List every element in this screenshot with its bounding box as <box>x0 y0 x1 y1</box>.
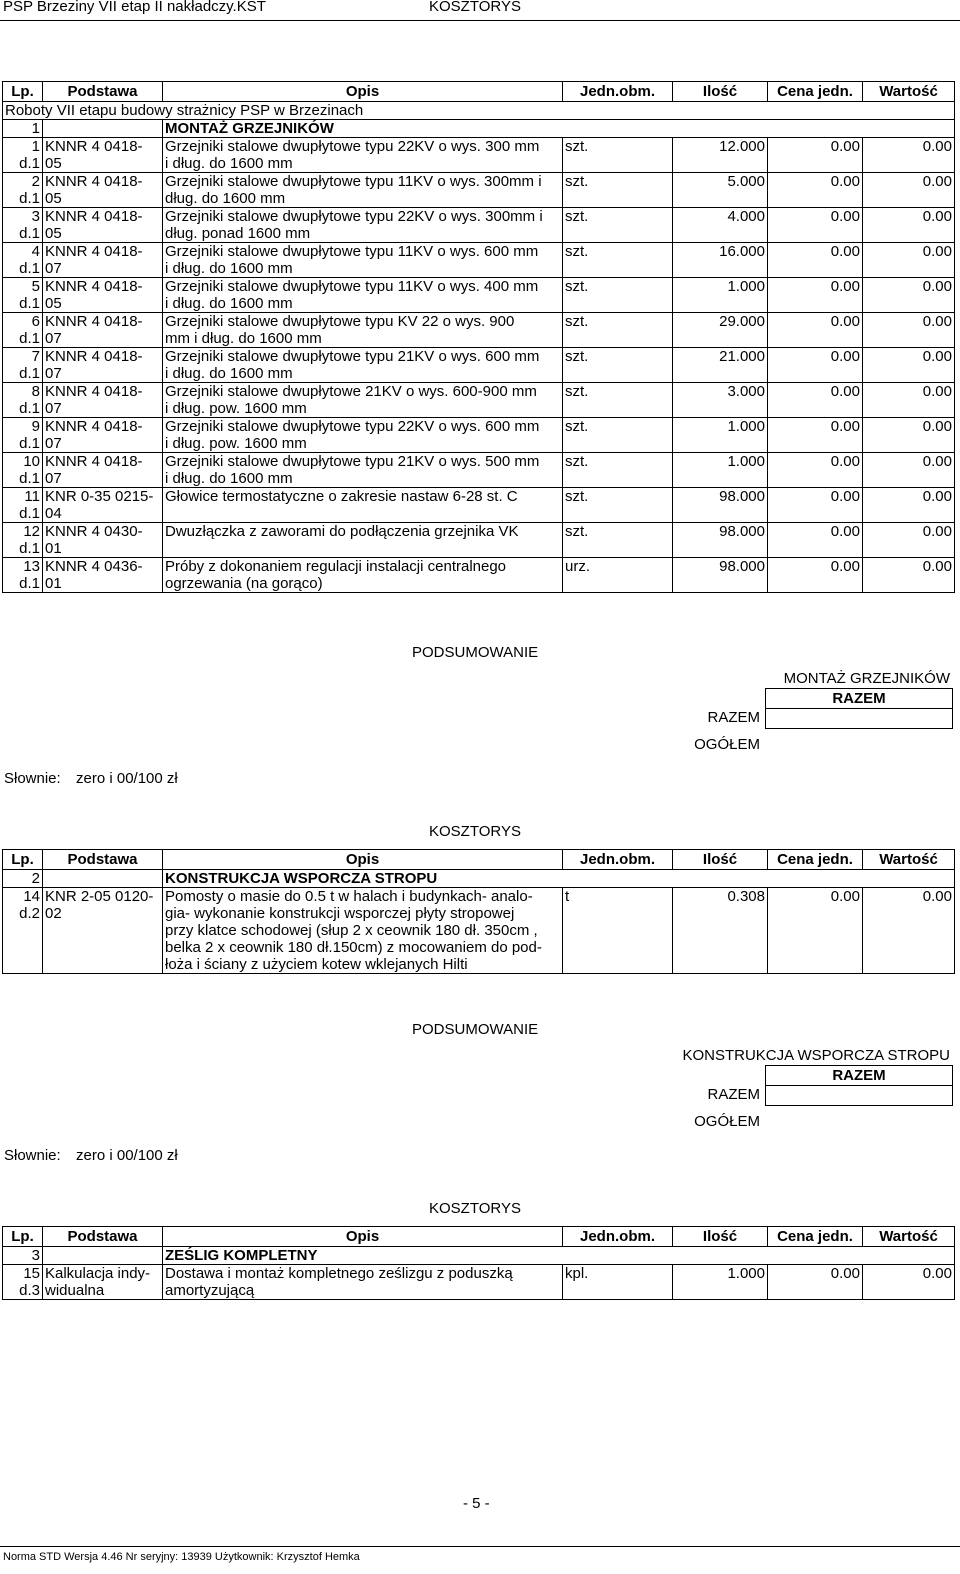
project-line: Roboty VII etapu budowy strażnicy PSP w Brzezinach <box>3 102 955 120</box>
table-row <box>3 558 955 593</box>
summary-block-title: MONTAŻ GRZEJNIKÓW <box>783 670 950 687</box>
row-unit-price: 0.00 <box>768 173 863 208</box>
row-unit-price: 0.00 <box>768 208 863 243</box>
section-2-rows <box>3 888 955 974</box>
row-number: 6 <box>31 313 40 330</box>
basis-line: KNNR 4 0418- <box>45 243 143 260</box>
cost-table-section-3 <box>2 1226 955 1300</box>
row-value: 0.00 <box>863 348 955 383</box>
row-value: 0.00 <box>863 208 955 243</box>
table-row <box>3 173 955 208</box>
section-title-row <box>3 120 955 138</box>
row-quantity: 98.000 <box>673 488 768 523</box>
basis-line: KNNR 4 0418- <box>45 138 143 155</box>
row-basis <box>43 558 163 593</box>
row-value: 0.00 <box>863 383 955 418</box>
row-quantity: 5.000 <box>673 173 768 208</box>
row-basis <box>43 888 163 974</box>
description-line: i dług. pow. 1600 mm <box>165 400 307 417</box>
description-line: Grzejniki stalowe dwupłytowe typu 11KV o wys. 600 mm <box>165 243 539 260</box>
description-line: Grzejniki stalowe dwupłytowe typu 21KV o wys. 500 mm <box>165 453 540 470</box>
basis-line: 05 <box>45 190 62 207</box>
summary-col-label: RAZEM <box>766 689 953 709</box>
row-number: 3 <box>31 208 40 225</box>
row-number: 12 <box>23 523 40 540</box>
row-d-ref: d.1 <box>19 540 40 557</box>
table-row <box>3 138 955 173</box>
row-lp <box>3 383 43 418</box>
table-row <box>3 453 955 488</box>
basis-line: 01 <box>45 540 62 557</box>
row-unit: szt. <box>563 418 673 453</box>
row-basis <box>43 138 163 173</box>
col-basis: Podstawa <box>43 1227 163 1247</box>
table-row <box>3 488 955 523</box>
summary-razem-label-2: RAZEM <box>707 1086 760 1103</box>
row-value: 0.00 <box>863 418 955 453</box>
section-3-rows <box>3 1265 955 1300</box>
row-unit: szt. <box>563 488 673 523</box>
description-line: Grzejniki stalowe dwupłytowe typu 22KV o wys. 300mm i <box>165 208 543 225</box>
project-row <box>3 102 955 120</box>
col-unit: Jedn.obm. <box>563 82 673 102</box>
summary-table <box>765 688 953 729</box>
column-header-row <box>3 850 955 870</box>
row-unit-price: 0.00 <box>768 243 863 278</box>
row-unit: szt. <box>563 523 673 558</box>
row-unit-price: 0.00 <box>768 523 863 558</box>
row-lp <box>3 208 43 243</box>
column-header-row <box>3 82 955 102</box>
row-number: 14 <box>23 888 40 905</box>
table-row <box>3 243 955 278</box>
basis-line: KNR 2-05 0120- <box>45 888 154 905</box>
summary-block-title-2: KONSTRUKCJA WSPORCZA STROPU <box>682 1047 950 1064</box>
words-label: Słownie: <box>4 770 61 787</box>
row-quantity: 1.000 <box>673 278 768 313</box>
row-description <box>163 173 563 208</box>
row-quantity: 1.000 <box>673 453 768 488</box>
description-line: belka 2 x ceownik 180 dł.150cm) z mocowaniem do pod- <box>165 939 542 956</box>
basis-line: Kalkulacja indy- <box>45 1265 151 1282</box>
row-d-ref: d.1 <box>19 435 40 452</box>
basis-line: 07 <box>45 435 62 452</box>
row-number: 2 <box>31 173 40 190</box>
row-d-ref: d.1 <box>19 470 40 487</box>
row-quantity: 98.000 <box>673 558 768 593</box>
basis-line: KNNR 4 0418- <box>45 383 143 400</box>
row-unit-price: 0.00 <box>768 383 863 418</box>
row-lp <box>3 453 43 488</box>
col-basis: Podstawa <box>43 850 163 870</box>
table-row <box>3 348 955 383</box>
description-line: ogrzewania (na gorąco) <box>165 575 323 592</box>
description-line: Dwuzłączka z zaworami do podłączenia grzejnika VK <box>165 523 519 540</box>
summary-ogolem-label-2: OGÓŁEM <box>694 1113 760 1130</box>
description-line: mm i dług. do 1600 mm <box>165 330 322 347</box>
col-price: Cena jedn. <box>768 1227 863 1247</box>
row-number: 7 <box>31 348 40 365</box>
description-line: Grzejniki stalowe dwupłytowe typu 22KV o wys. 600 mm <box>165 418 540 435</box>
description-line: Grzejniki stalowe dwupłytowe 21KV o wys. 600-900 mm <box>165 383 537 400</box>
row-basis <box>43 208 163 243</box>
row-basis <box>43 523 163 558</box>
row-unit: szt. <box>563 453 673 488</box>
basis-line: KNNR 4 0418- <box>45 173 143 190</box>
col-desc: Opis <box>163 82 563 102</box>
cost-table-section-1 <box>2 81 955 593</box>
description-line: Grzejniki stalowe dwupłytowe typu 21KV o wys. 600 mm <box>165 348 540 365</box>
row-description <box>163 383 563 418</box>
row-lp <box>3 1265 43 1300</box>
section-number: 2 <box>3 870 43 888</box>
row-unit: szt. <box>563 348 673 383</box>
basis-line: KNNR 4 0418- <box>45 453 143 470</box>
description-line <box>165 540 560 557</box>
row-quantity: 21.000 <box>673 348 768 383</box>
description-line: Głowice termostatyczne o zakresie nastaw 6-28 st. C <box>165 488 518 505</box>
row-number: 13 <box>23 558 40 575</box>
table-row <box>3 383 955 418</box>
basis-line: 07 <box>45 365 62 382</box>
description-line: i dług. do 1600 mm <box>165 155 293 172</box>
basis-line: 07 <box>45 400 62 417</box>
col-qty: Ilość <box>673 850 768 870</box>
row-number: 11 <box>24 488 40 505</box>
summary-heading: PODSUMOWANIE <box>412 644 539 661</box>
basis-line: widualna <box>45 1282 105 1299</box>
row-unit-price: 0.00 <box>768 558 863 593</box>
row-basis <box>43 243 163 278</box>
row-basis <box>43 453 163 488</box>
basis-line: KNNR 4 0436- <box>45 558 143 575</box>
description-line: i dług. do 1600 mm <box>165 295 293 312</box>
section-number: 3 <box>3 1247 43 1265</box>
basis-line: 07 <box>45 330 62 347</box>
basis-line: KNNR 4 0418- <box>45 208 143 225</box>
row-d-ref: d.1 <box>19 190 40 207</box>
col-lp: Lp. <box>3 82 43 102</box>
row-description <box>163 313 563 348</box>
row-basis <box>43 278 163 313</box>
table-row <box>3 208 955 243</box>
table-row <box>3 1265 955 1300</box>
description-line <box>165 505 560 522</box>
column-header-row <box>3 1227 955 1247</box>
row-unit-price: 0.00 <box>768 418 863 453</box>
description-line: Pomosty o masie do 0.5 t w halach i budynkach- analo- <box>165 888 533 905</box>
row-lp <box>3 173 43 208</box>
row-d-ref: d.3 <box>19 1282 40 1299</box>
row-d-ref: d.1 <box>19 330 40 347</box>
row-quantity: 12.000 <box>673 138 768 173</box>
summary-table-2 <box>765 1065 953 1106</box>
row-quantity: 1.000 <box>673 1265 768 1300</box>
doc-type-heading-2: KOSZTORYS <box>429 823 521 840</box>
cost-table-section-2 <box>2 849 955 974</box>
col-desc: Opis <box>163 850 563 870</box>
summary-col-label-2: RAZEM <box>766 1066 953 1086</box>
description-line: dług. ponad 1600 mm <box>165 225 311 242</box>
row-unit-price: 0.00 <box>768 488 863 523</box>
row-quantity: 3.000 <box>673 383 768 418</box>
row-d-ref: d.1 <box>19 155 40 172</box>
row-unit-price: 0.00 <box>768 348 863 383</box>
row-number: 4 <box>31 243 40 260</box>
col-basis: Podstawa <box>43 82 163 102</box>
col-price: Cena jedn. <box>768 850 863 870</box>
row-description <box>163 488 563 523</box>
row-unit: szt. <box>563 138 673 173</box>
row-number: 15 <box>23 1265 40 1282</box>
row-unit: szt. <box>563 243 673 278</box>
description-line: łoża i ściany z użyciem kotew wklejanych Hilti <box>165 956 468 973</box>
row-value: 0.00 <box>863 173 955 208</box>
words-label-2: Słownie: <box>4 1147 61 1164</box>
row-unit: szt. <box>563 383 673 418</box>
row-d-ref: d.1 <box>19 575 40 592</box>
row-d-ref: d.1 <box>19 365 40 382</box>
row-unit-price: 0.00 <box>768 453 863 488</box>
col-lp: Lp. <box>3 1227 43 1247</box>
row-description <box>163 888 563 974</box>
file-title: PSP Brzeziny VII etap II nakładczy.KST <box>3 0 266 15</box>
section-title: KONSTRUKCJA WSPORCZA STROPU <box>163 870 955 888</box>
row-basis <box>43 383 163 418</box>
row-quantity: 16.000 <box>673 243 768 278</box>
row-lp <box>3 348 43 383</box>
basis-line: KNR 0-35 0215- <box>45 488 154 505</box>
summary-razem-value <box>766 709 953 729</box>
description-line: i dług. do 1600 mm <box>165 470 293 487</box>
col-price: Cena jedn. <box>768 82 863 102</box>
page-number: - 5 - <box>463 1495 490 1512</box>
col-unit: Jedn.obm. <box>563 1227 673 1247</box>
row-description <box>163 453 563 488</box>
table-row <box>3 523 955 558</box>
description-line: gia- wykonanie konstrukcji wsporczej płyty stropowej <box>165 905 515 922</box>
row-number: 10 <box>23 453 40 470</box>
description-line: Próby z dokonaniem regulacji instalacji centralnego <box>165 558 507 575</box>
col-value: Wartość <box>863 850 955 870</box>
row-d-ref: d.1 <box>19 400 40 417</box>
row-value: 0.00 <box>863 558 955 593</box>
description-line: Grzejniki stalowe dwupłytowe typu 22KV o wys. 300 mm <box>165 138 540 155</box>
basis-line: 01 <box>45 575 62 592</box>
row-value: 0.00 <box>863 243 955 278</box>
row-lp <box>3 313 43 348</box>
row-value: 0.00 <box>863 888 955 974</box>
row-lp <box>3 243 43 278</box>
description-line: i dług. do 1600 mm <box>165 365 293 382</box>
section-number: 1 <box>3 120 43 138</box>
row-unit: t <box>563 888 673 974</box>
row-description <box>163 348 563 383</box>
col-desc: Opis <box>163 1227 563 1247</box>
basis-line: KNNR 4 0418- <box>45 348 143 365</box>
row-d-ref: d.1 <box>19 225 40 242</box>
table-row <box>3 278 955 313</box>
words-value-2: zero i 00/100 zł <box>76 1147 178 1164</box>
table-row <box>3 888 955 974</box>
basis-line: KNNR 4 0430- <box>45 523 143 540</box>
section-title: MONTAŻ GRZEJNIKÓW <box>163 120 955 138</box>
row-unit: szt. <box>563 278 673 313</box>
row-description <box>163 418 563 453</box>
row-d-ref: d.1 <box>19 295 40 312</box>
description-line: Grzejniki stalowe dwupłytowe typu 11KV o wys. 400 mm <box>165 278 539 295</box>
basis-line: 05 <box>45 225 62 242</box>
row-basis <box>43 418 163 453</box>
row-number: 8 <box>31 383 40 400</box>
row-unit: kpl. <box>563 1265 673 1300</box>
row-description <box>163 243 563 278</box>
row-quantity: 4.000 <box>673 208 768 243</box>
row-value: 0.00 <box>863 523 955 558</box>
footer-text: Norma STD Wersja 4.46 Nr seryjny: 13939 Użytkownik: Krzysztof Hemka <box>3 1551 360 1563</box>
basis-line: 04 <box>45 505 62 522</box>
row-quantity: 29.000 <box>673 313 768 348</box>
col-unit: Jedn.obm. <box>563 850 673 870</box>
footer-rule <box>0 1546 960 1547</box>
row-unit-price: 0.00 <box>768 1265 863 1300</box>
row-lp <box>3 138 43 173</box>
row-description <box>163 278 563 313</box>
summary-heading-2: PODSUMOWANIE <box>412 1021 539 1038</box>
section-1-rows <box>3 138 955 593</box>
col-qty: Ilość <box>673 82 768 102</box>
summary-ogolem-label: OGÓŁEM <box>694 736 760 753</box>
description-line: Grzejniki stalowe dwupłytowe typu KV 22 o wys. 900 <box>165 313 515 330</box>
row-basis <box>43 173 163 208</box>
row-quantity: 98.000 <box>673 523 768 558</box>
description-line: Dostawa i montaż kompletnego ześlizgu z poduszką <box>165 1265 513 1282</box>
section-title-row <box>3 1247 955 1265</box>
col-value: Wartość <box>863 1227 955 1247</box>
row-basis <box>43 348 163 383</box>
row-lp <box>3 418 43 453</box>
row-lp <box>3 488 43 523</box>
basis-line: 02 <box>45 905 62 922</box>
description-line: dług. do 1600 mm <box>165 190 286 207</box>
row-unit: urz. <box>563 558 673 593</box>
row-value: 0.00 <box>863 1265 955 1300</box>
row-number: 1 <box>31 138 40 155</box>
description-line: i dług. pow. 1600 mm <box>165 435 307 452</box>
row-unit-price: 0.00 <box>768 278 863 313</box>
doc-type-heading-3: KOSZTORYS <box>429 1200 521 1217</box>
row-basis <box>43 313 163 348</box>
row-quantity: 1.000 <box>673 418 768 453</box>
row-description <box>163 558 563 593</box>
description-line: przy klatce schodowej (słup 2 x ceownik 180 dł. 350cm , <box>165 922 538 939</box>
row-unit-price: 0.00 <box>768 138 863 173</box>
row-value: 0.00 <box>863 278 955 313</box>
row-basis <box>43 488 163 523</box>
row-value: 0.00 <box>863 138 955 173</box>
row-description <box>163 523 563 558</box>
description-line: Grzejniki stalowe dwupłytowe typu 11KV o wys. 300mm i <box>165 173 542 190</box>
table-row <box>3 418 955 453</box>
row-d-ref: d.1 <box>19 505 40 522</box>
row-value: 0.00 <box>863 313 955 348</box>
summary-razem-value-2 <box>766 1086 953 1106</box>
row-value: 0.00 <box>863 488 955 523</box>
row-unit-price: 0.00 <box>768 888 863 974</box>
col-lp: Lp. <box>3 850 43 870</box>
basis-line: KNNR 4 0418- <box>45 278 143 295</box>
row-lp <box>3 523 43 558</box>
words-value: zero i 00/100 zł <box>76 770 178 787</box>
row-number: 9 <box>31 418 40 435</box>
row-d-ref: d.2 <box>19 905 40 922</box>
basis-line: KNNR 4 0418- <box>45 418 143 435</box>
doc-type-heading: KOSZTORYS <box>429 0 521 15</box>
row-description <box>163 138 563 173</box>
row-unit-price: 0.00 <box>768 313 863 348</box>
row-lp <box>3 888 43 974</box>
row-unit: szt. <box>563 313 673 348</box>
description-line: amortyzującą <box>165 1282 255 1299</box>
row-lp <box>3 558 43 593</box>
description-line: i dług. do 1600 mm <box>165 260 293 277</box>
row-number: 5 <box>31 278 40 295</box>
col-qty: Ilość <box>673 1227 768 1247</box>
basis-line: KNNR 4 0418- <box>45 313 143 330</box>
basis-line: 07 <box>45 470 62 487</box>
section-title-row <box>3 870 955 888</box>
table-row <box>3 313 955 348</box>
col-value: Wartość <box>863 82 955 102</box>
row-value: 0.00 <box>863 453 955 488</box>
row-basis <box>43 1265 163 1300</box>
section-title: ZEŚLIG KOMPLETNY <box>163 1247 955 1265</box>
row-description <box>163 1265 563 1300</box>
basis-line: 05 <box>45 155 62 172</box>
row-description <box>163 208 563 243</box>
row-unit: szt. <box>563 208 673 243</box>
row-lp <box>3 278 43 313</box>
header-rule <box>0 20 960 21</box>
row-unit: szt. <box>563 173 673 208</box>
row-d-ref: d.1 <box>19 260 40 277</box>
row-quantity: 0.308 <box>673 888 768 974</box>
basis-line: 05 <box>45 295 62 312</box>
basis-line: 07 <box>45 260 62 277</box>
summary-razem-label: RAZEM <box>707 709 760 726</box>
